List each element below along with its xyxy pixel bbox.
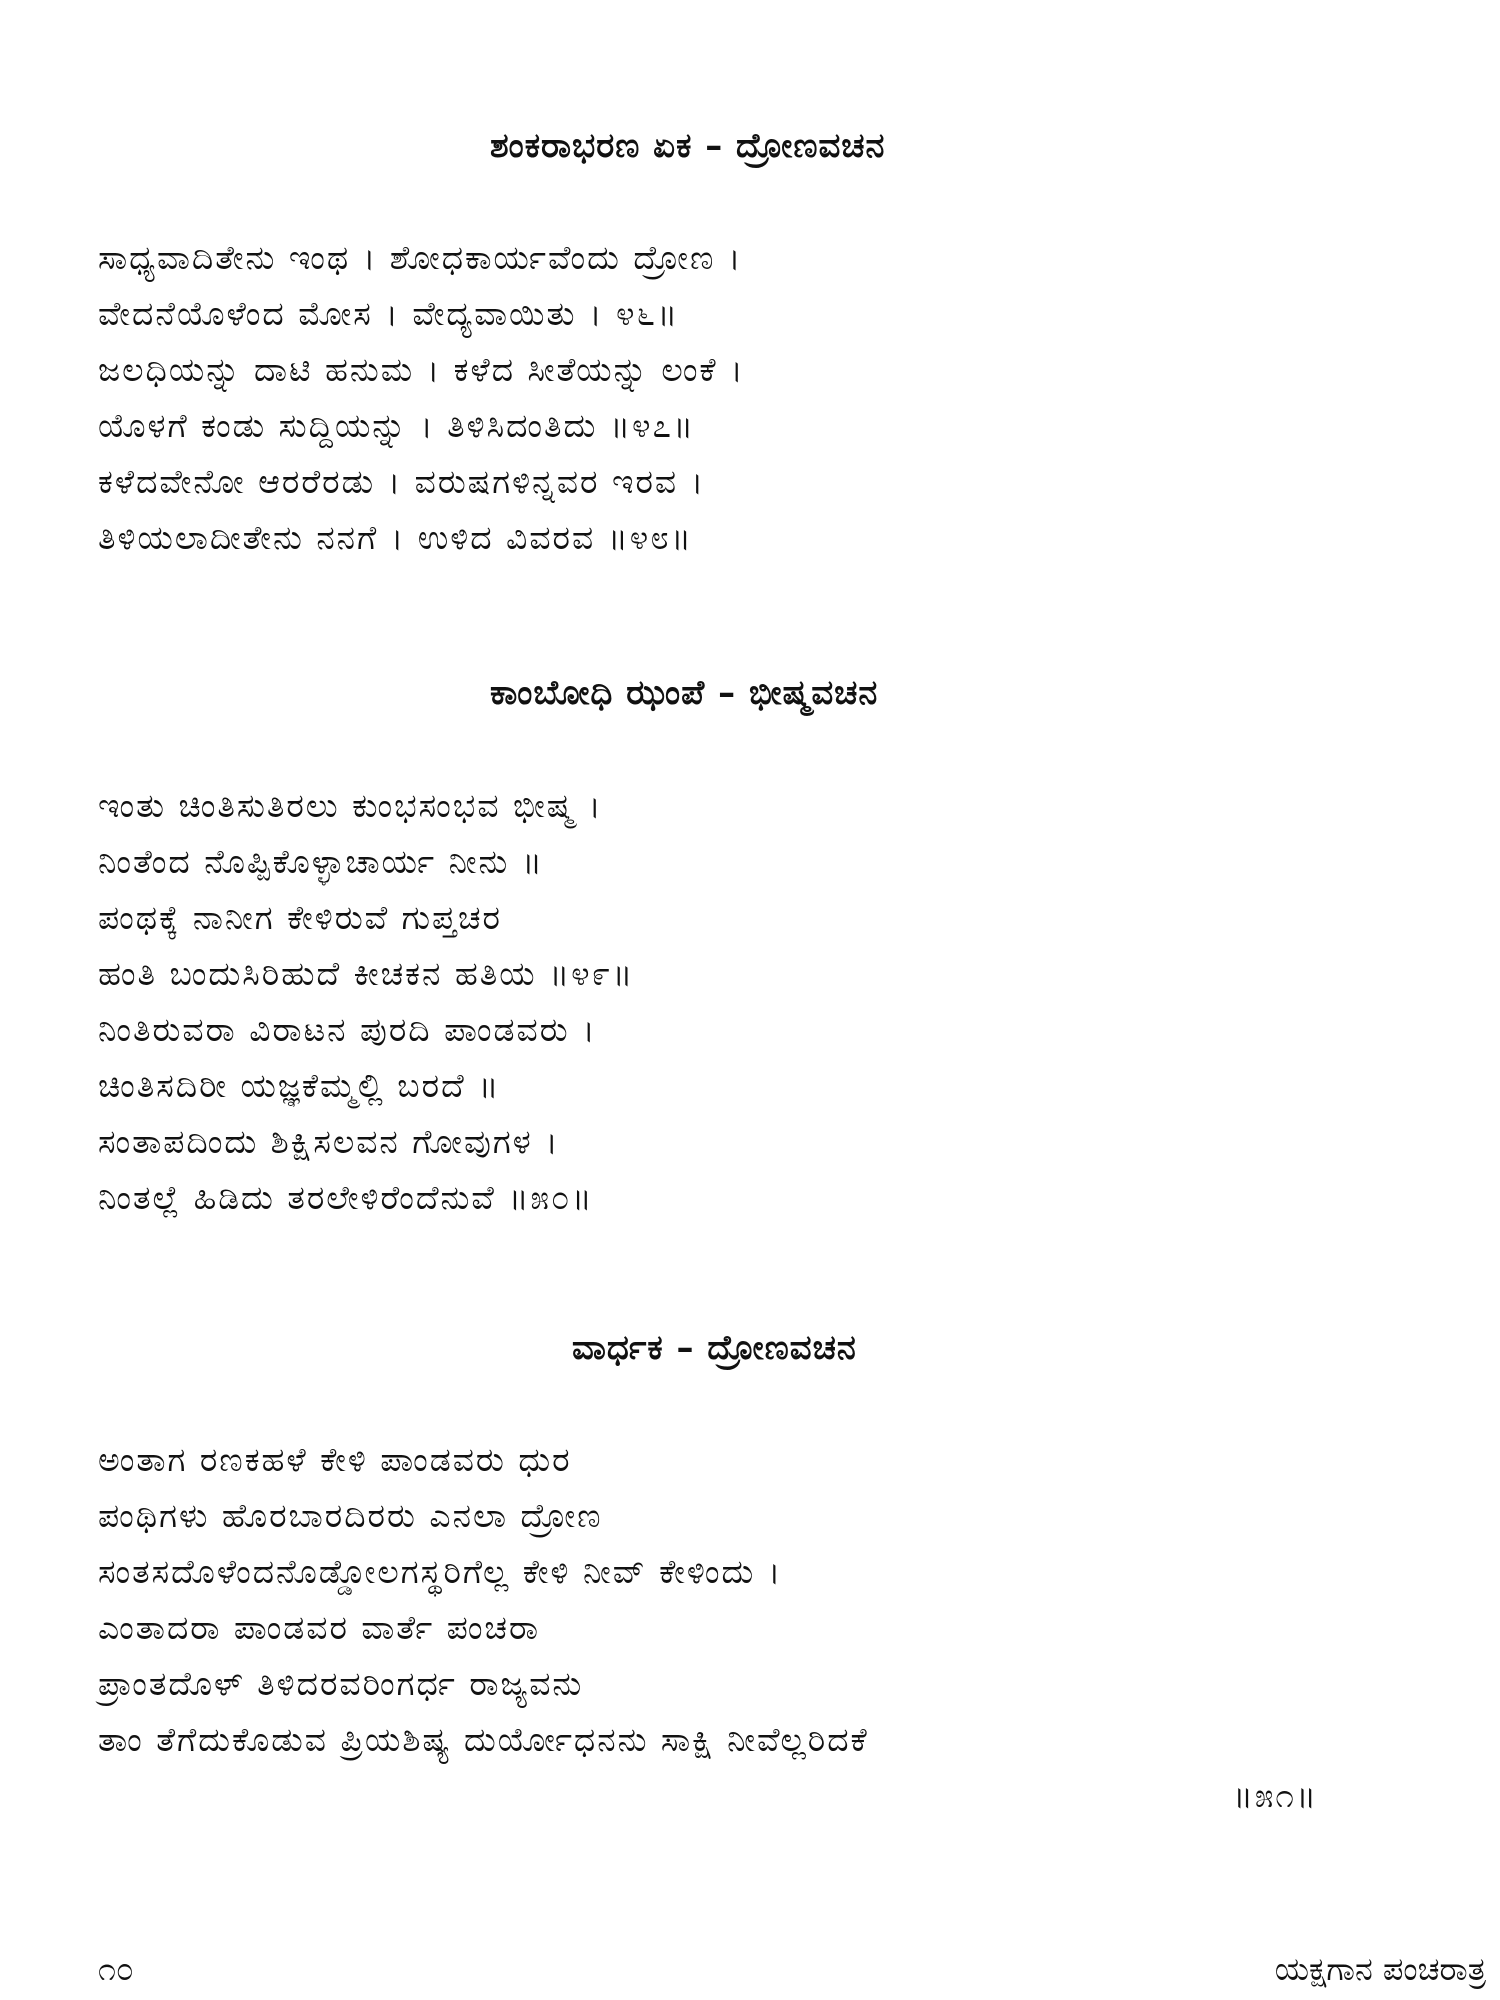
section-heading-kambodhi: ಕಾಂಬೋಧಿ ಝಂಪೆ – ಭೀಷ್ಮವಚನ xyxy=(490,673,879,713)
book-title: ಯಕ್ಷಗಾನ ಪಂಚರಾತ್ರ xyxy=(1274,1950,1486,1988)
section-heading-shankarabharana: ಶಂಕರಾಭರಣ ಏಕ – ದ್ರೋಣವಚನ xyxy=(490,126,886,166)
verse-line: ನಿಂತಲ್ಲೆ ಹಿಡಿದು ತರಲೇಳಿರೆಂದೆನುವೆ ॥೫೦॥ xyxy=(98,1178,594,1217)
verse-line: ಕಳೆದವೇನೋ ಆರರೆರಡು । ವರುಷಗಳಿನ್ನವರ ಇರವ । xyxy=(98,462,706,501)
verse-line: ಎಂತಾದರಾ ಪಾಂಡವರ ವಾರ್ತೆ ಪಂಚರಾ xyxy=(98,1608,541,1647)
verse-line: ಪ್ರಾಂತದೊಳ್ ತಿಳಿದರವರಿಂಗರ್ಧ ರಾಜ್ಯವನು xyxy=(98,1664,584,1703)
page-number: ೧೦ xyxy=(98,1950,134,1988)
verse-line: ಪಂಥಿಗಳು ಹೊರಬಾರದಿರರು ಎನಲಾ ದ್ರೋಣ xyxy=(98,1496,603,1535)
verse-line: ಯೊಳಗೆ ಕಂಡು ಸುದ್ದಿಯನ್ನು । ತಿಳಿಸಿದಂತಿದು ॥೪೭॥ xyxy=(98,406,696,445)
verse-line: ಇಂತು ಚಿಂತಿಸುತಿರಲು ಕುಂಭಸಂಭವ ಭೀಷ್ಮ । xyxy=(98,786,603,825)
verse-line: ಜಲಧಿಯನ್ನು ದಾಟಿ ಹನುಮ । ಕಳೆದ ಸೀತೆಯನ್ನು ಲಂಕೆ । xyxy=(98,350,745,389)
verse-line: ತಾಂ ತೆಗೆದುಕೊಡುವ ಪ್ರಿಯಶಿಷ್ಯ ದುರ್ಯೋಧನನು ಸಾಕ್ಷಿ ನೀವೆಲ್ಲರಿದಕೆ xyxy=(98,1720,869,1759)
verse-block-1 xyxy=(98,230,1398,566)
verse-line: ಪಂಥಕ್ಕೆ ನಾನೀಗ ಕೇಳಿರುವೆ ಗುಪ್ತಚರ xyxy=(98,898,502,937)
verse-line: ತಿಳಿಯಲಾದೀತೇನು ನನಗೆ । ಉಳಿದ ವಿವರವ ॥೪೮॥ xyxy=(98,518,693,557)
verse-line: ಸಂತಾಪದಿಂದು ಶಿಕ್ಷಿಸಲವನ ಗೋವುಗಳ । xyxy=(98,1122,560,1161)
verse-line: ಅಂತಾಗ ರಣಕಹಳೆ ಕೇಳಿ ಪಾಂಡವರು ಧುರ xyxy=(98,1440,572,1479)
verse-line: ಚಿಂತಿಸದಿರೀ ಯಜ್ಞಕೆಮ್ಮಲ್ಲಿ ಬರದೆ ॥ xyxy=(98,1066,501,1105)
verse-line: ವೇದನೆಯೊಳೆಂದ ಮೋಸ । ವೇದ್ಯವಾಯಿತು । ೪೬॥ xyxy=(98,294,680,333)
verse-line: ಹಂತಿ ಬಂದುಸಿರಿಹುದೆ ಕೀಚಕನ ಹತಿಯ ॥೪೯॥ xyxy=(98,954,635,993)
verse-line: ನಿಂತೆಂದ ನೊಪ್ಪಿಕೊಳ್ಳಾಚಾರ್ಯ ನೀನು ॥ xyxy=(98,842,544,881)
verse-line: ಸಾಧ್ಯವಾದಿತೇನು ಇಂಥ । ಶೋಧಕಾರ್ಯವೆಂದು ದ್ರೋಣ । xyxy=(98,238,743,277)
verse-line: ಸಂತಸದೊಳೆಂದನೊಡ್ಡೋಲಗಸ್ಥರಿಗೆಲ್ಲ ಕೇಳಿ ನೀವ್ ಕೇಳಿಂದು । xyxy=(98,1552,783,1591)
section-heading-vardhaka: ವಾರ್ಧಕ – ದ್ರೋಣವಚನ xyxy=(572,1328,857,1368)
verse-line: ನಿಂತಿರುವರಾ ವಿರಾಟನ ಪುರದಿ ಪಾಂಡವರು । xyxy=(98,1010,597,1049)
verse-number: ॥೫೧॥ xyxy=(1232,1776,1318,1815)
verse-block-2 xyxy=(98,778,1398,1226)
verse-block-3 xyxy=(98,1432,1398,1824)
